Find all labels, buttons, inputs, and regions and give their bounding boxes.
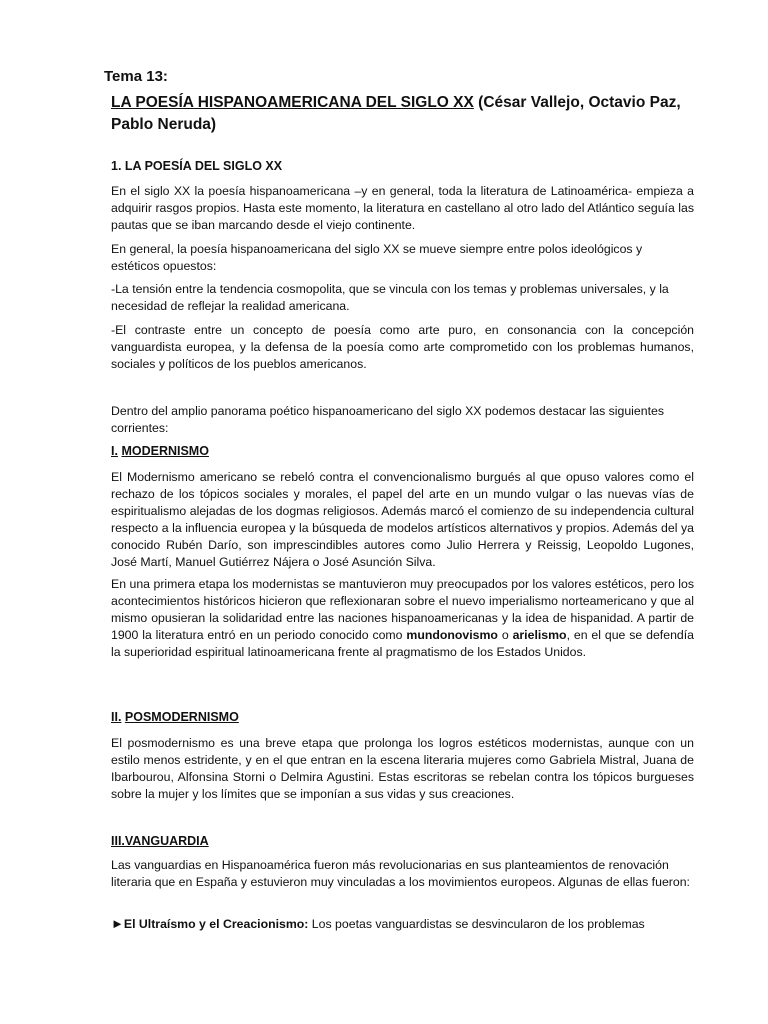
text-run: o	[497, 628, 513, 642]
title-underlined: LA POESÍA HISPANOAMERICANA DEL SIGLO XX	[111, 94, 474, 111]
title-authors: (César Vallejo, Octavio Paz, Pablo Neruda)	[111, 94, 681, 133]
topic-number: Tema 13:	[104, 68, 168, 85]
triangle-arrow-icon: ►	[111, 916, 124, 931]
bullet-title: El Ultraísmo y el Creacionismo:	[123, 917, 309, 931]
text-run: En una primera etapa los modernistas se mantuvieron muy preocupados por los valores estéticos, pero los acontecimientos históricos hicieron que reflexionaran sobre el nuevo imperialismo norteamericano y que al mismo opusieran la solidaridad entre las naciones hispanoamericanas y la idea de hispanidad. A partir de 1900 la literatura entró en un periodo conocido como	[111, 577, 694, 642]
text-run: , en el que se defendía la superioridad espiritual latinoamericana frente al pragmatismo de los Estados Unidos.	[111, 628, 695, 659]
paragraph: El Modernismo americano se rebeló contra el convencionalismo burgués al que opuso valores como el rechazo de los tópicos sociales y morales, el papel del arte en un mundo vulgar o las nuevas vías de espiritualismo alejadas de los dogmas religiosos. Además marcó el comienzo de su independencia cultural respecto a la influencia europea y la búsqueda de modelos artísticos alternativos y propios. Además del ya conocido Rubén Darío, son imprescindibles autores como Julio Herrera y Reissig, Leopoldo Lugones, José Martí, Manuel Gutiérrez Nájera o José Asunción Silva.	[111, 470, 694, 569]
section-title: POSMODERNISMO	[124, 710, 239, 724]
section-heading-modernismo	[111, 444, 209, 458]
section-heading-posmodernismo	[111, 710, 239, 724]
section-title: MODERNISMO	[121, 444, 209, 458]
bold-term: mundonovismo	[406, 628, 498, 642]
section-heading-poesia-siglo-xx: 1. LA POESÍA DEL SIGLO XX	[111, 159, 283, 173]
paragraph: Las vanguardias en Hispanoamérica fueron más revolucionarias en sus planteamientos de renovación literaria que en España y estuvieron muy vinculadas a los movimientos europeos. Algunas de ellas fueron:	[111, 858, 690, 889]
bullet-text: Los poetas vanguardistas se desvincularon de los problemas	[308, 917, 645, 931]
section-number: I.	[111, 444, 118, 458]
paragraph: El posmodernismo es una breve etapa que prolonga los logros estéticos modernistas, aunque con un estilo menos estridente, y en el que entran en la escena literaria mujeres como Gabriela Mistral, Juana de Ibarbourou, Alfonsina Storni o Delmira Agustini. Estas escritoras se rebelan contra los tópicos burgueses sobre la mujer y los límites que se imponían a sus vidas y sus creaciones.	[111, 736, 694, 801]
paragraph	[111, 576, 694, 661]
section-title: III.VANGUARDIA	[111, 834, 209, 848]
paragraph: -El contraste entre un concepto de poesía como arte puro, en consonancia con la concepción vanguardista europea, y la defensa de la poesía como arte comprometido con los problemas humanos, sociales y políticos de los pueblos americanos.	[111, 323, 694, 371]
paragraph: Dentro del amplio panorama poético hispanoamericano del siglo XX podemos destacar las siguientes corrientes:	[111, 404, 664, 435]
paragraph: En el siglo XX la poesía hispanoamericana –y en general, toda la literatura de Latinoamérica- empieza a adquirir rasgos propios. Hasta este momento, la literatura en castellano al otro lado del Atlántico seguía las pautas que se iban marcando desde el viejo continente.	[111, 184, 694, 232]
bold-term: arielismo	[512, 628, 567, 642]
paragraph: -La tensión entre la tendencia cosmopolita, que se vincula con los temas y problemas universales, y la necesidad de reflejar la realidad americana.	[111, 282, 669, 313]
bullet-item	[111, 915, 694, 933]
section-heading-vanguardia	[111, 834, 209, 848]
paragraph: En general, la poesía hispanoamericana del siglo XX se mueve siempre entre polos ideológicos y estéticos opuestos:	[111, 242, 643, 273]
section-number: II.	[111, 710, 122, 724]
page-title	[111, 92, 701, 136]
